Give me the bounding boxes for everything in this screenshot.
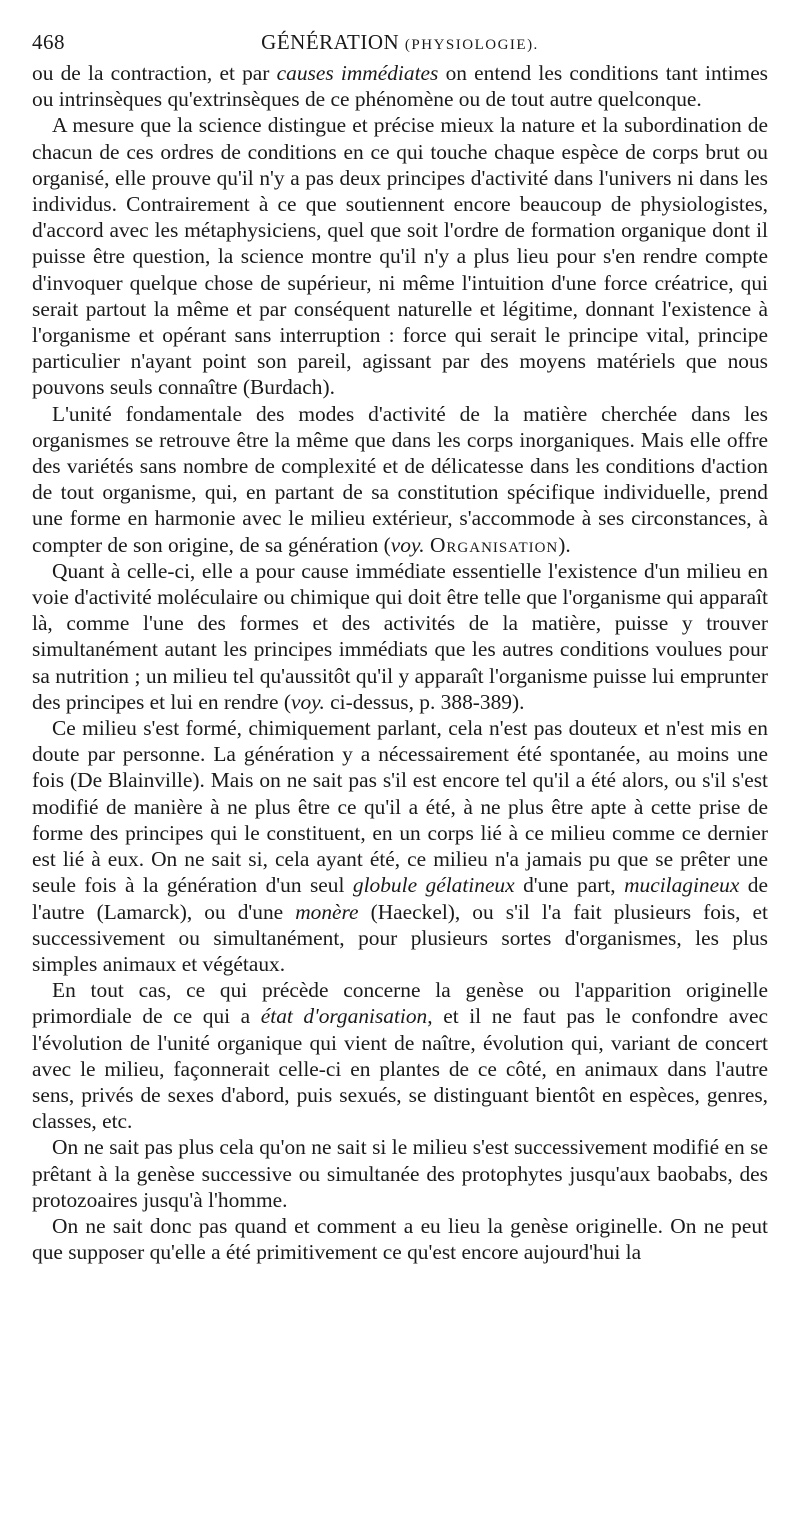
paragraph: On ne sait donc pas quand et comment a eu lieu la genèse originelle. On ne peut que supposer qu'elle a été primitivement ce qu'est encore aujourd'hui la [32, 1213, 768, 1265]
italic-run: état d'organisation [260, 1004, 428, 1029]
running-title-main: GÉNÉRATION [261, 30, 400, 54]
page-header [32, 28, 768, 60]
paragraph: Quant à celle-ci, elle a pour cause immédiate essentielle l'existence d'un milieu en voie d'activité moléculaire ou chimique qui doit être telle que l'organisme qui apparaît là, comme l'une des formes et des activités de la matière, puisse y trouver simultanément autant les principes immédiats que les autres conditions voulues pour sa nutrition ; un milieu tel qu'aussitôt qu'il y apparaît l'organisme puisse lui emprunter des principes et lui en rendre (voy. ci-dessus, p. 388-389). [32, 558, 768, 714]
paragraph: Ce milieu s'est formé, chimiquement parlant, cela n'est pas douteux et n'est mis en doute par personne. La génération y a nécessairement été spontanée, au moins une fois (De Blainville). Mais on ne sait pas s'il est encore tel qu'il a été alors, ou s'il s'est modifié de manière à ne plus être ce qu'il a été, à ne plus être apte à cette prise de forme des principes qui le constituent, en un corps lié à ce milieu comme ce dernier est lié à eux. On ne sait si, cela ayant été, ce milieu n'a jamais pu que se prêter une seule fois à la génération d'un seul globule gélatineux d'une part, mucilagineux de l'autre (Lamarck), ou d'une monère (Haeckel), ou s'il l'a fait plusieurs fois, et successivement ou simultanément, pour plusieurs sortes d'organismes, les plus simples animaux et végétaux. [32, 716, 768, 976]
italic-run: causes immédiates [276, 61, 439, 85]
page-number: 468 [32, 30, 65, 54]
paragraph: En tout cas, ce qui précède concerne la genèse ou l'apparition originelle primordiale de ce qui a état d'organisation, et il ne faut pas le confondre avec l'évolution de l'unité organique qui vient de naître, évolution qui, variant de concert avec le milieu, façonnerait celle-ci en plantes de ce côté, en animaux dans l'autre sens, privés de sexes d'abord, puis sexués, se distinguant bientôt en espèces, genres, classes, etc. [32, 978, 768, 1134]
body-text [32, 60, 768, 1265]
paragraph: ou de la contraction, et par causes immédiates on entend les conditions tant intimes ou intrinsèques qu'extrinsèques de ce phénomène ou de tout autre quelconque. [32, 61, 769, 112]
italic-run: voy. [290, 689, 325, 714]
paragraph: On ne sait pas plus cela qu'on ne sait si le milieu s'est successivement modifié en se prêtant à la genèse successive ou simultanée des protophytes jusqu'aux baobabs, des protozoaires jusqu'à l'homme. [32, 1135, 768, 1212]
italic-run: voy. [390, 532, 425, 557]
paragraph: L'unité fondamentale des modes d'activité de la matière cherchée dans les organismes se retrouve être la même que dans les corps inorganiques. Mais elle offre des variétés sans nombre de complexité et de délicatesse dans les conditions d'action de tout organisme, qui, en partant de sa constitution spécifique individuelle, prend une forme en harmonie avec le milieu extérieur, s'accommode à ses circonstances, à compter de son origine, de sa génération (voy. Organisation). [32, 401, 768, 557]
small-caps-run: Organisation [429, 532, 559, 557]
running-title [32, 30, 768, 55]
italic-run: mucilagineux [624, 873, 740, 898]
italic-run: globule gélatineux [352, 873, 515, 898]
italic-run: monère [295, 899, 359, 924]
running-title-sub: (PHYSIOLOGIE). [404, 37, 539, 53]
document-page [32, 28, 768, 1265]
paragraph: A mesure que la science distingue et précise mieux la nature et la subordination de chacun de ces ordres de conditions en ce qui touche chaque espèce de corps brut ou organisé, elle prouve qu'il n'y a pas deux principes d'activité dans l'univers ni dans les individus. Contrairement à ce que soutiennent encore beaucoup de physiologistes, d'accord avec les métaphysiciens, quel que soit l'ordre de formation organique dont il puisse être question, la science montre qu'il n'y a plus lieu pour s'en rendre compte d'invoquer quelque chose de supérieur, ni même l'intuition d'une force créatrice, qui serait partout la même et par conséquent naturelle et légitime, donnant l'existence à l'organisme et opérant sans interruption : force qui serait le principe vital, principe particulier n'ayant point son pareil, agissant par des moyens matériels que nous pouvons seuls connaître (Burdach). [32, 113, 768, 400]
